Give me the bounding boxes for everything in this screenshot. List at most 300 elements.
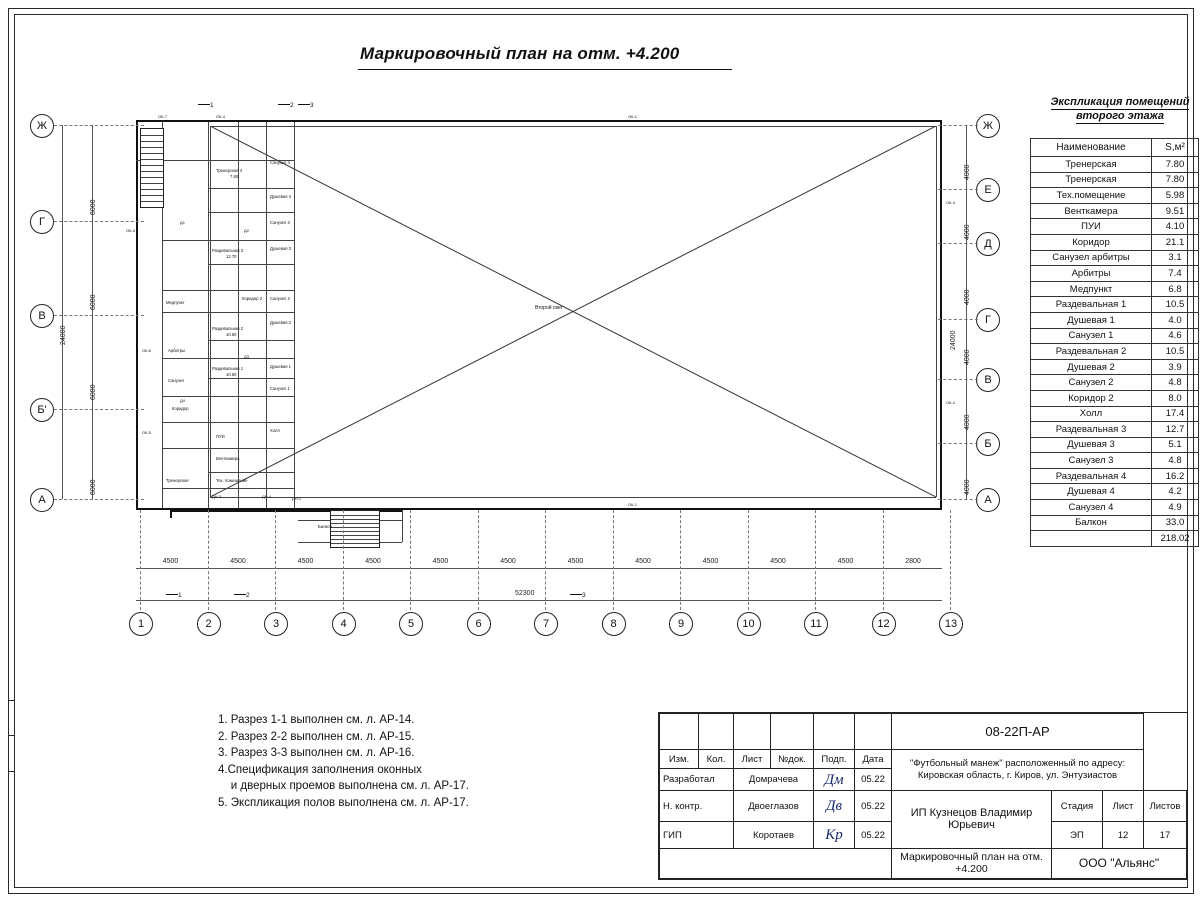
room-label-4: Душевая 3: [270, 246, 291, 251]
stamp-blank-12: [855, 726, 892, 738]
room-label-7: Раздевальная 2: [212, 326, 244, 331]
stamp-blank-17: [814, 738, 855, 750]
exposition-room-name: Медпункт: [1031, 281, 1152, 297]
balcony-edge-right: [402, 510, 403, 542]
notes-block: [218, 712, 469, 811]
exposition-room-area: 10.5: [1152, 297, 1199, 313]
note-4: и дверных проемов выполнена см. л. АР-17.: [218, 780, 469, 792]
exposition-row: [1031, 234, 1199, 250]
axis-bottom-9[interactable]: 9: [669, 612, 693, 636]
dim-right-0: 4000: [964, 164, 971, 180]
stamp-blank-7: [660, 726, 699, 738]
room-label-6: Коридор 2: [242, 296, 263, 301]
axis-bottom-3[interactable]: 3: [264, 612, 288, 636]
axis-right-d[interactable]: Д: [976, 232, 1000, 256]
exposition-row: [1031, 500, 1199, 516]
partition-h-8: [208, 340, 294, 341]
stamp-blank-6: [855, 714, 892, 726]
axis-dash-r-e: [938, 189, 978, 190]
partition-h-12: [162, 422, 294, 423]
hall-edge-right: [936, 126, 937, 497]
note-0: 1. Разрез 1-1 выполнен см. л. АР-14.: [218, 714, 415, 726]
exposition-room-name: Венткамера: [1031, 203, 1152, 219]
exposition-row: [1031, 157, 1199, 173]
stamp-blank-11: [814, 726, 855, 738]
exposition-room-name: Раздевальная 1: [1031, 297, 1152, 313]
axis-dash-r-v: [938, 379, 978, 380]
dim-bottom-7: 4500: [635, 558, 651, 565]
stamp-blank-8: [699, 726, 734, 738]
dim-bottom-3: 4500: [365, 558, 381, 565]
exposition-row: [1031, 172, 1199, 188]
door-tag-d3: Д3: [244, 354, 249, 359]
partition-h-2: [208, 188, 294, 189]
dim-left-0: 6000: [90, 199, 97, 215]
exposition-room-name: Санузел 1: [1031, 328, 1152, 344]
axis-riser-3: [275, 510, 276, 610]
room-label-18: Венткамера: [216, 456, 240, 461]
room-label-10: Раздевальная 1: [212, 366, 244, 371]
stamp-name-2: Коротаев: [734, 822, 814, 848]
axis-riser-2: [208, 510, 209, 610]
exposition-row: [1031, 422, 1199, 438]
axis-bottom-13[interactable]: 13: [939, 612, 963, 636]
exposition-row: [1031, 203, 1199, 219]
dim-bottom-4: 4500: [432, 558, 449, 565]
exposition-room-area: 4.8: [1152, 375, 1199, 391]
dim-chain-left: [92, 125, 93, 499]
exposition-room-area: 7.80: [1152, 172, 1199, 188]
exposition-table: [1030, 138, 1199, 547]
stamp-blank-13: [660, 738, 699, 750]
room-label-0-area: 7.80: [230, 174, 239, 179]
exposition-room-area: 7.80: [1152, 157, 1199, 173]
exposition-room-area: 17.4: [1152, 406, 1199, 422]
exposition-room-name: Балкон: [1031, 515, 1152, 531]
axis-right-a[interactable]: А: [976, 488, 1000, 512]
stamp-blank-4: [771, 714, 814, 726]
window-tag-ok4-left: ОК-4: [126, 228, 135, 233]
stamp-bottom-blank: [660, 848, 892, 878]
window-tag-ok1-top: ОК-1: [628, 114, 637, 119]
exposition-room-area: 21.1: [1152, 234, 1199, 250]
stamp-blank-15: [734, 738, 771, 750]
exposition-room-area: 10.5: [1152, 344, 1199, 360]
axis-right-zh[interactable]: Ж: [976, 114, 1000, 138]
exposition-room-name: Санузел 3: [1031, 453, 1152, 469]
exposition-room-area: 8.0: [1152, 390, 1199, 406]
stamp-blank-10: [771, 726, 814, 738]
exposition-row: [1031, 188, 1199, 204]
stamp-date-2: 05.22: [855, 822, 892, 848]
exposition-row: [1031, 328, 1199, 344]
axis-riser-5: [410, 510, 411, 610]
axis-right-v[interactable]: В: [976, 368, 1000, 392]
axis-left-b[interactable]: Б': [30, 398, 54, 422]
page-title-underline: [358, 69, 732, 70]
dim-bottom-2: 4500: [297, 558, 314, 565]
axis-dash-r-zh: [938, 125, 978, 126]
partition-h-14: [208, 472, 294, 473]
exposition-room-name: Раздевальная 4: [1031, 468, 1152, 484]
exposition-row: [1031, 344, 1199, 360]
room-label-10-area: 10.50: [226, 372, 237, 377]
stamp-blank-2: [699, 714, 734, 726]
exposition-row: [1031, 390, 1199, 406]
axis-dash-r-a: [938, 499, 978, 500]
exposition-room-name: Раздевальная 2: [1031, 344, 1152, 360]
stamp-name-1: Двоеглазов: [734, 791, 814, 822]
axis-dash-r-b: [938, 443, 978, 444]
exposition-row: [1031, 219, 1199, 235]
exposition-header-row: [1031, 139, 1199, 157]
exposition-room-area: 4.0: [1152, 312, 1199, 328]
stamp-blank-18: [855, 738, 892, 750]
dim-right-1: 4000: [964, 224, 971, 240]
stamp-sheet-label: Лист: [1103, 791, 1144, 822]
door-tag-dn4: ДН-4: [262, 494, 272, 499]
dim-bottom-0: 4500: [162, 558, 179, 565]
exposition-row: [1031, 281, 1199, 297]
exposition-room-area: 3.9: [1152, 359, 1199, 375]
section-mark-1-top: 1: [198, 102, 214, 109]
title-block: [658, 712, 1188, 880]
balcony-edge-left: [170, 508, 172, 518]
sheet-left-notch: [9, 700, 14, 772]
room-label-0: Тренерская 4: [216, 168, 243, 173]
axis-bottom-7[interactable]: 7: [534, 612, 558, 636]
exposition-row: [1031, 312, 1199, 328]
section-mark-3-top: 3: [298, 102, 314, 109]
dim-chain-bottom-total: [136, 600, 942, 601]
axis-dash-v: [54, 315, 144, 316]
staircase-lower: [330, 510, 380, 548]
axis-right-e[interactable]: Е: [976, 178, 1000, 202]
exposition-room-name: Душевая 2: [1031, 359, 1152, 375]
stamp-object-line1: "Футбольный манеж" расположенный по адресу:: [909, 758, 1126, 770]
axis-riser-9: [680, 510, 681, 610]
axis-bottom-12[interactable]: 12: [872, 612, 896, 636]
room-label-8: Душевая 2: [270, 320, 291, 325]
exposition-room-area: 6.8: [1152, 281, 1199, 297]
stamp-blank-1: [660, 714, 699, 726]
window-tag-ok2: ОК-2: [946, 400, 955, 405]
partition-h-10: [208, 378, 294, 379]
exposition-room-name: Санузел 4: [1031, 500, 1152, 516]
exposition-row: [1031, 515, 1199, 531]
partition-h-3: [208, 212, 294, 213]
exposition-room-name: Коридор 2: [1031, 390, 1152, 406]
note-5: 5. Экспликация полов выполнена см. л. АР-17.: [218, 796, 469, 809]
exposition-room-name: Тех.помещение: [1031, 188, 1152, 204]
axis-riser-1: [140, 510, 141, 610]
exposition-room-name: Тренерская: [1031, 157, 1152, 173]
axis-left-zh[interactable]: Ж: [30, 114, 54, 138]
stamp-sign-2: Кр: [814, 822, 855, 848]
axis-riser-11: [815, 510, 816, 610]
exposition-title-line1: Экспликация помещений: [1050, 96, 1190, 108]
exposition-room-name: Душевая 4: [1031, 484, 1152, 500]
stamp-role-2: ГИП: [660, 822, 734, 848]
dim-chain-bottom: [136, 568, 942, 569]
page-title: Маркировочный план на отм. +4.200: [360, 44, 680, 63]
stamp-blank-3: [734, 714, 771, 726]
stamp-date-1: 05.22: [855, 791, 892, 822]
stamp-name-0: Домрачева: [734, 769, 814, 791]
exposition-row: [1031, 359, 1199, 375]
exposition-room-name: Раздевальная 3: [1031, 422, 1152, 438]
exposition-room-name: Тренерская: [1031, 172, 1152, 188]
stamp-blank-16: [771, 738, 814, 750]
dim-chain-left-outer: [62, 125, 63, 499]
exposition-room-area: 5.98: [1152, 188, 1199, 204]
stamp-col-list: Лист: [734, 750, 771, 769]
exposition-room-name: Душевая 3: [1031, 437, 1152, 453]
door-tag-dn3: ДН-3: [212, 494, 222, 499]
exposition-room-area: 7.4: [1152, 266, 1199, 282]
room-label-20: Тренерская: [166, 478, 189, 483]
room-label-21: Холл: [270, 428, 280, 433]
exposition-row: [1031, 266, 1199, 282]
axis-riser-8: [613, 510, 614, 610]
window-tag-ok3: ОК-3: [946, 200, 955, 205]
room-label-11: Душевая 1: [270, 364, 291, 369]
wall-right: [940, 120, 942, 510]
exposition-room-name: ПУИ: [1031, 219, 1152, 235]
stamp-blank-14: [699, 738, 734, 750]
axis-dash-b: [54, 409, 144, 410]
axis-dash-r-d: [938, 243, 978, 244]
exposition-room-area: 9.51: [1152, 203, 1199, 219]
exposition-header-area: S,м²: [1152, 139, 1199, 157]
axis-dash-zh: [54, 125, 144, 126]
room-label-17: ПУИ: [216, 434, 225, 439]
stamp-sign-0: Дм: [814, 769, 855, 791]
axis-bottom-11[interactable]: 11: [804, 612, 828, 636]
axis-riser-13: [950, 510, 951, 610]
stamp-col-podp: Подп.: [814, 750, 855, 769]
door-tag-d1: Д1: [180, 220, 185, 225]
exposition-room-area: 3.1: [1152, 250, 1199, 266]
axis-riser-4: [343, 510, 344, 610]
exposition-row: [1031, 484, 1199, 500]
partition-h-11: [162, 396, 294, 397]
exposition-row: [1031, 437, 1199, 453]
stamp-blank-9: [734, 726, 771, 738]
axis-riser-7: [545, 510, 546, 610]
exposition-room-area: 4.8: [1152, 453, 1199, 469]
exposition-row: [1031, 250, 1199, 266]
axis-bottom-2[interactable]: 2: [197, 612, 221, 636]
exposition-header-name: Наименование: [1031, 139, 1152, 157]
exposition-room-name: Холл: [1031, 406, 1152, 422]
section-mark-1-bottom: 1: [166, 592, 182, 599]
dim-bottom-1: 4500: [230, 558, 246, 565]
room-label-2: Санузел 4: [270, 160, 290, 165]
dim-bottom-9: 4500: [770, 558, 786, 565]
exposition-room-area: 5.1: [1152, 437, 1199, 453]
window-tag-ok5: ОК-5: [142, 430, 151, 435]
partition-h-15: [162, 488, 294, 489]
exposition-room-name: Коридор: [1031, 234, 1152, 250]
dim-left-1: 6000: [90, 294, 97, 310]
axis-bottom-8[interactable]: 8: [602, 612, 626, 636]
axis-bottom-10[interactable]: 10: [737, 612, 761, 636]
stamp-stage-value: ЭП: [1052, 822, 1103, 848]
axis-riser-10: [748, 510, 749, 610]
axis-left-v[interactable]: В: [30, 304, 54, 328]
dim-bottom-8: 4500: [702, 558, 719, 565]
exposition-room-area: 12.7: [1152, 422, 1199, 438]
room-label-5: Санузел 3: [270, 220, 290, 225]
hall-void-label: Второй свет: [535, 305, 563, 311]
stamp-sheets-label: Листов: [1144, 791, 1187, 822]
dim-left-2: 6000: [90, 384, 97, 400]
room-label-7-area: 10.50: [226, 332, 237, 337]
window-tag-ok6: ОК-6: [142, 348, 151, 353]
floor-plan: [30, 100, 1020, 660]
room-label-22: Балкон: [318, 524, 333, 529]
stamp-object-line2: Кировская область, г. Киров, ул. Энтузиастов: [917, 770, 1118, 782]
exposition-row: [1031, 468, 1199, 484]
axis-bottom-6[interactable]: 6: [467, 612, 491, 636]
exposition-room-area: 33.0: [1152, 515, 1199, 531]
exposition-row: [1031, 406, 1199, 422]
partition-h-9: [162, 358, 294, 359]
exposition-room-name: Санузел арбитры: [1031, 250, 1152, 266]
partition-v-4: [266, 122, 267, 508]
partition-h-6: [162, 290, 294, 291]
partition-v-2: [208, 122, 209, 508]
room-label-12: Санузел 1: [270, 386, 290, 391]
dim-right-total: 24000: [950, 330, 957, 350]
dim-right-3: 4000: [964, 349, 971, 365]
exposition-room-area: 4.2: [1152, 484, 1199, 500]
exposition-title-line2: второго этажа: [1076, 110, 1164, 122]
room-label-9: Санузел 2: [270, 296, 290, 301]
dim-right-2: 4000: [964, 289, 971, 305]
stamp-sheets-value: 17: [1144, 822, 1187, 848]
stamp-organization: ООО "Альянс": [1052, 848, 1187, 878]
room-label-1: Душевая 4: [270, 194, 291, 199]
dim-chain-right: [966, 125, 967, 499]
exposition-room-name: Арбитры: [1031, 266, 1152, 282]
partition-h-13: [162, 448, 294, 449]
door-tag-dn1: ДН-1: [292, 496, 302, 501]
axis-dash-g: [54, 221, 144, 222]
dim-bottom-11: 2800: [905, 558, 921, 565]
axis-left-a[interactable]: А: [30, 488, 54, 512]
stamp-col-kol: Кол.: [699, 750, 734, 769]
axis-dash-r-g: [938, 319, 978, 320]
exposition-room-name: Душевая 1: [1031, 312, 1152, 328]
note-2: 3. Разрез 3-3 выполнен см. л. АР-16.: [218, 747, 415, 759]
exposition-total-blank: [1031, 531, 1152, 547]
stamp-doc-code: 08-22П-АР: [892, 714, 1144, 750]
stamp-customer: ИП Кузнецов Владимир Юрьевич: [892, 791, 1052, 849]
stamp-col-data: Дата: [855, 750, 892, 769]
dim-left-total: 24000: [60, 325, 67, 345]
dim-bottom-5: 4500: [500, 558, 516, 565]
sheet-left-notch-divider: [9, 735, 14, 736]
stamp-col-izm: Изм.: [660, 750, 699, 769]
window-tag-ok1-bottom: ОК-1: [628, 502, 637, 507]
wall-top: [136, 120, 942, 122]
door-tag-d4: Д4: [180, 398, 185, 403]
room-label-13: Медпункт: [166, 300, 185, 305]
exposition-row: [1031, 297, 1199, 313]
stamp-object-title: [892, 750, 1144, 791]
exposition-row: [1031, 375, 1199, 391]
exposition-total-value: 218.02: [1152, 531, 1199, 547]
axis-right-b[interactable]: Б: [976, 432, 1000, 456]
dim-right-5: 4000: [964, 479, 971, 495]
dim-left-3: 6000: [90, 479, 97, 495]
stamp-role-1: Н. контр.: [660, 791, 734, 822]
note-3: 4.Спецификация заполнения оконных: [218, 763, 422, 776]
dim-bottom-10: 4500: [837, 558, 854, 565]
stamp-sheet-value: 12: [1103, 822, 1144, 848]
room-label-16: Коридор: [172, 406, 189, 411]
partition-v-3: [238, 122, 239, 312]
partition-h-7: [162, 312, 294, 313]
exposition-room-name: Санузел 2: [1031, 375, 1152, 391]
exposition-total-row: [1031, 531, 1199, 547]
exposition-row: [1031, 453, 1199, 469]
axis-right-g[interactable]: Г: [976, 308, 1000, 332]
room-label-19: Тех. помещение: [216, 478, 248, 483]
axis-bottom-4[interactable]: 4: [332, 612, 356, 636]
exposition-room-area: 16.2: [1152, 468, 1199, 484]
partition-v-5: [294, 122, 295, 508]
axis-riser-6: [478, 510, 479, 610]
dim-right-4: 4000: [964, 414, 971, 430]
room-label-3-area: 12.70: [226, 254, 237, 259]
exposition-room-area: 4.9: [1152, 500, 1199, 516]
exposition-room-area: 4.6: [1152, 328, 1199, 344]
stamp-role-0: Разработал: [660, 769, 734, 791]
dim-total-length: 52300: [515, 590, 535, 597]
hall-void-cross: [210, 126, 936, 497]
hall-edge-bottom: [210, 497, 936, 498]
note-1: 2. Разрез 2-2 выполнен см. л. АР-15.: [218, 730, 415, 743]
room-label-3: Раздевальная 3: [212, 248, 244, 253]
stamp-blank-5: [814, 714, 855, 726]
axis-left-g[interactable]: Г: [30, 210, 54, 234]
axis-bottom-5[interactable]: 5: [399, 612, 423, 636]
stamp-sign-1: Дв: [814, 791, 855, 822]
dim-bottom-6: 4500: [567, 558, 584, 565]
stamp-stage-label: Стадия: [1052, 791, 1103, 822]
axis-riser-12: [883, 510, 884, 610]
room-label-15: Санузел: [168, 378, 185, 383]
axis-bottom-1[interactable]: 1: [129, 612, 153, 636]
exposition-title: [1040, 96, 1200, 124]
stamp-col-ndok: №док.: [771, 750, 814, 769]
partition-h-5: [208, 264, 294, 265]
partition-h-4: [162, 240, 294, 241]
stamp-drawing-name: Маркировочный план на отм. +4.200: [892, 848, 1052, 878]
door-tag-d2: Д2: [244, 228, 249, 233]
stamp-date-0: 05.22: [855, 769, 892, 791]
axis-dash-a: [54, 499, 144, 500]
section-mark-3-bottom: 3: [570, 592, 586, 599]
window-tag-ok4: ОК-4: [216, 114, 225, 119]
exposition-room-area: 4.10: [1152, 219, 1199, 235]
room-label-14: Арбитры: [168, 348, 186, 353]
window-tag-ok7: ОК-7: [158, 114, 167, 119]
section-mark-2-bottom: 2: [234, 592, 250, 599]
